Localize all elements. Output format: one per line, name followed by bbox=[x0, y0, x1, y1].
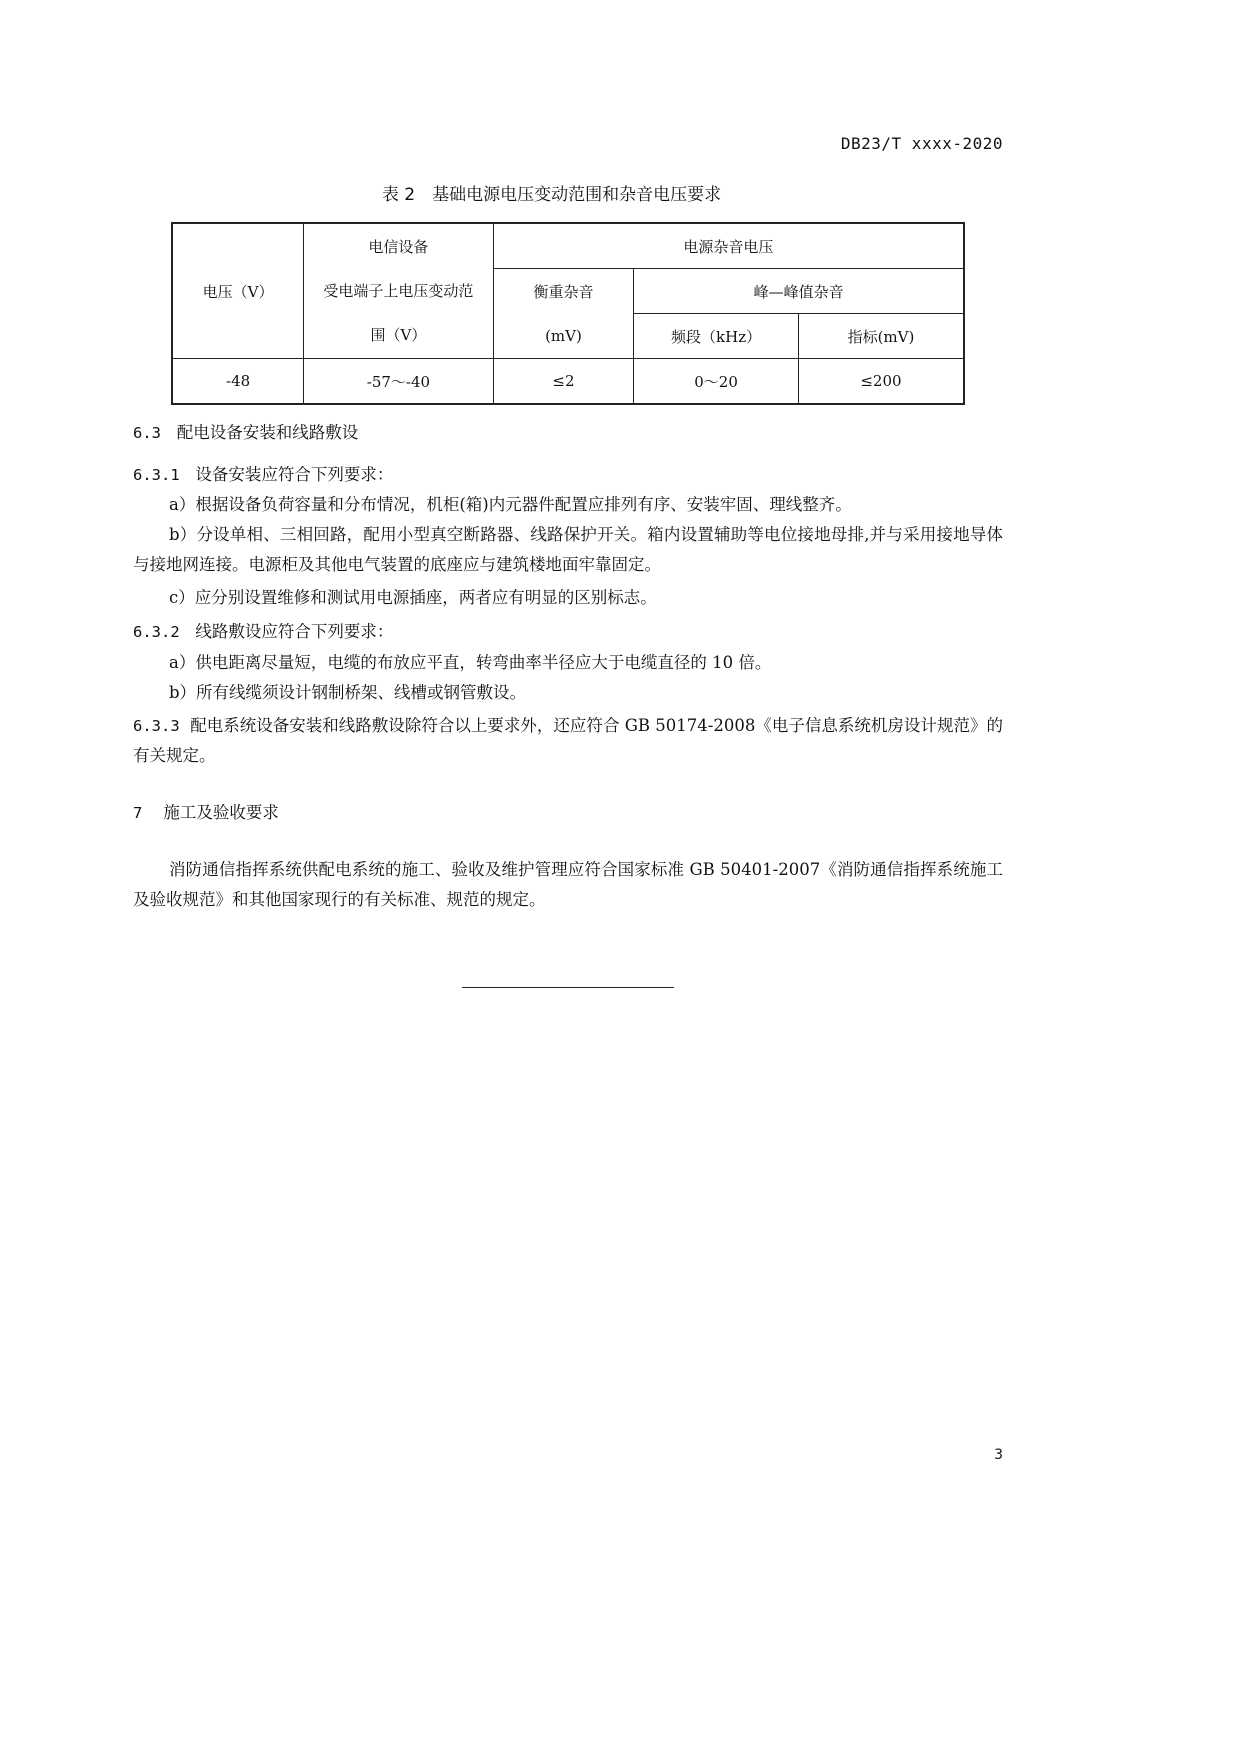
header-telecom-line-2: 受电端子上电压变动范 bbox=[323, 282, 474, 300]
cell-weighted: ≤2 bbox=[493, 359, 634, 405]
clause-6-3-2-b: b）所有线缆须设计钢制桥架、线槽或钢管敷设。 bbox=[169, 683, 527, 702]
clause-6-3-1-text: 设备安装应符合下列要求： bbox=[195, 465, 394, 484]
section-7-heading bbox=[133, 798, 1003, 828]
header-weighted-noise bbox=[493, 269, 634, 359]
header-telecom-line-1: 电信设备 bbox=[368, 238, 429, 256]
section-6-3-title: 配电设备安装和线路敷设 bbox=[176, 423, 359, 442]
header-noise-voltage: 电源杂音电压 bbox=[493, 223, 964, 269]
header-band: 频段（kHz） bbox=[634, 314, 799, 359]
clause-6-3-3 bbox=[133, 711, 1003, 771]
header-voltage: 电压（V） bbox=[172, 223, 304, 359]
end-separator-line bbox=[462, 987, 674, 988]
section-7-text: 消防通信指挥系统供配电系统的施工、验收及维护管理应符合国家标准 GB 50401-2007《消防通信指挥系统施工及验收规范》和其他国家现行的有关标准、规范的规定。 bbox=[133, 860, 1003, 909]
clause-6-3-3-text: 配电系统设备安装和线路敷设除符合以上要求外，还应符合 GB 50174-2008《电子信息系统机房设计规范》的有关规定。 bbox=[133, 716, 1003, 765]
section-7-title: 施工及验收要求 bbox=[163, 803, 279, 822]
header-peak-noise: 峰—峰值杂音 bbox=[634, 269, 964, 314]
section-7-number: 7 bbox=[133, 804, 143, 822]
header-telecom-line-3: 围（V） bbox=[370, 326, 427, 344]
table-caption: 表 2 基础电源电压变动范围和杂音电压要求 bbox=[381, 185, 722, 205]
cell-range: -57～-40 bbox=[304, 359, 493, 405]
clause-6-3-1-number: 6.3.1 bbox=[133, 466, 180, 484]
cell-indicator: ≤200 bbox=[798, 359, 964, 405]
header-weighted-line-2: (mV) bbox=[545, 326, 582, 345]
cell-voltage: -48 bbox=[172, 359, 304, 405]
section-6-3-number: 6.3 bbox=[133, 424, 161, 442]
table-row bbox=[172, 359, 964, 405]
header-weighted-line-1: 衡重杂音 bbox=[533, 282, 594, 301]
clause-6-3-2-number: 6.3.2 bbox=[133, 623, 180, 641]
clause-6-3-3-number: 6.3.3 bbox=[133, 717, 180, 735]
header-telecom-equipment bbox=[304, 223, 493, 359]
document-code: DB23/T xxxx-2020 bbox=[840, 134, 1003, 153]
clause-6-3-1-a: a）根据设备负荷容量和分布情况，机柜(箱)内元器件配置应排列有序、安装牢固、理线整齐。 bbox=[169, 495, 852, 514]
cell-band: 0～20 bbox=[634, 359, 799, 405]
clause-6-3-2 bbox=[133, 617, 1003, 647]
voltage-requirements-table bbox=[171, 222, 965, 405]
section-6-3-heading bbox=[133, 418, 1003, 448]
clause-6-3-1-c: c）应分别设置维修和测试用电源插座，两者应有明显的区别标志。 bbox=[169, 588, 657, 607]
clause-6-3-2-a: a）供电距离尽量短，电缆的布放应平直，转弯曲率半径应大于电缆直径的 10 倍。 bbox=[169, 653, 772, 672]
clause-6-3-1 bbox=[133, 460, 1003, 490]
page-number: 3 bbox=[994, 1447, 1003, 1463]
clause-6-3-2-text: 线路敷设应符合下列要求： bbox=[195, 622, 394, 641]
clause-6-3-1-b: b）分设单相、三相回路，配用小型真空断路器、线路保护开关。箱内设置辅助等电位接地母排,并与采用接地导体与接地网连接。电源柜及其他电气装置的底座应与建筑楼地面牢靠固定。 bbox=[133, 525, 1003, 574]
header-indicator: 指标(mV) bbox=[798, 314, 964, 359]
